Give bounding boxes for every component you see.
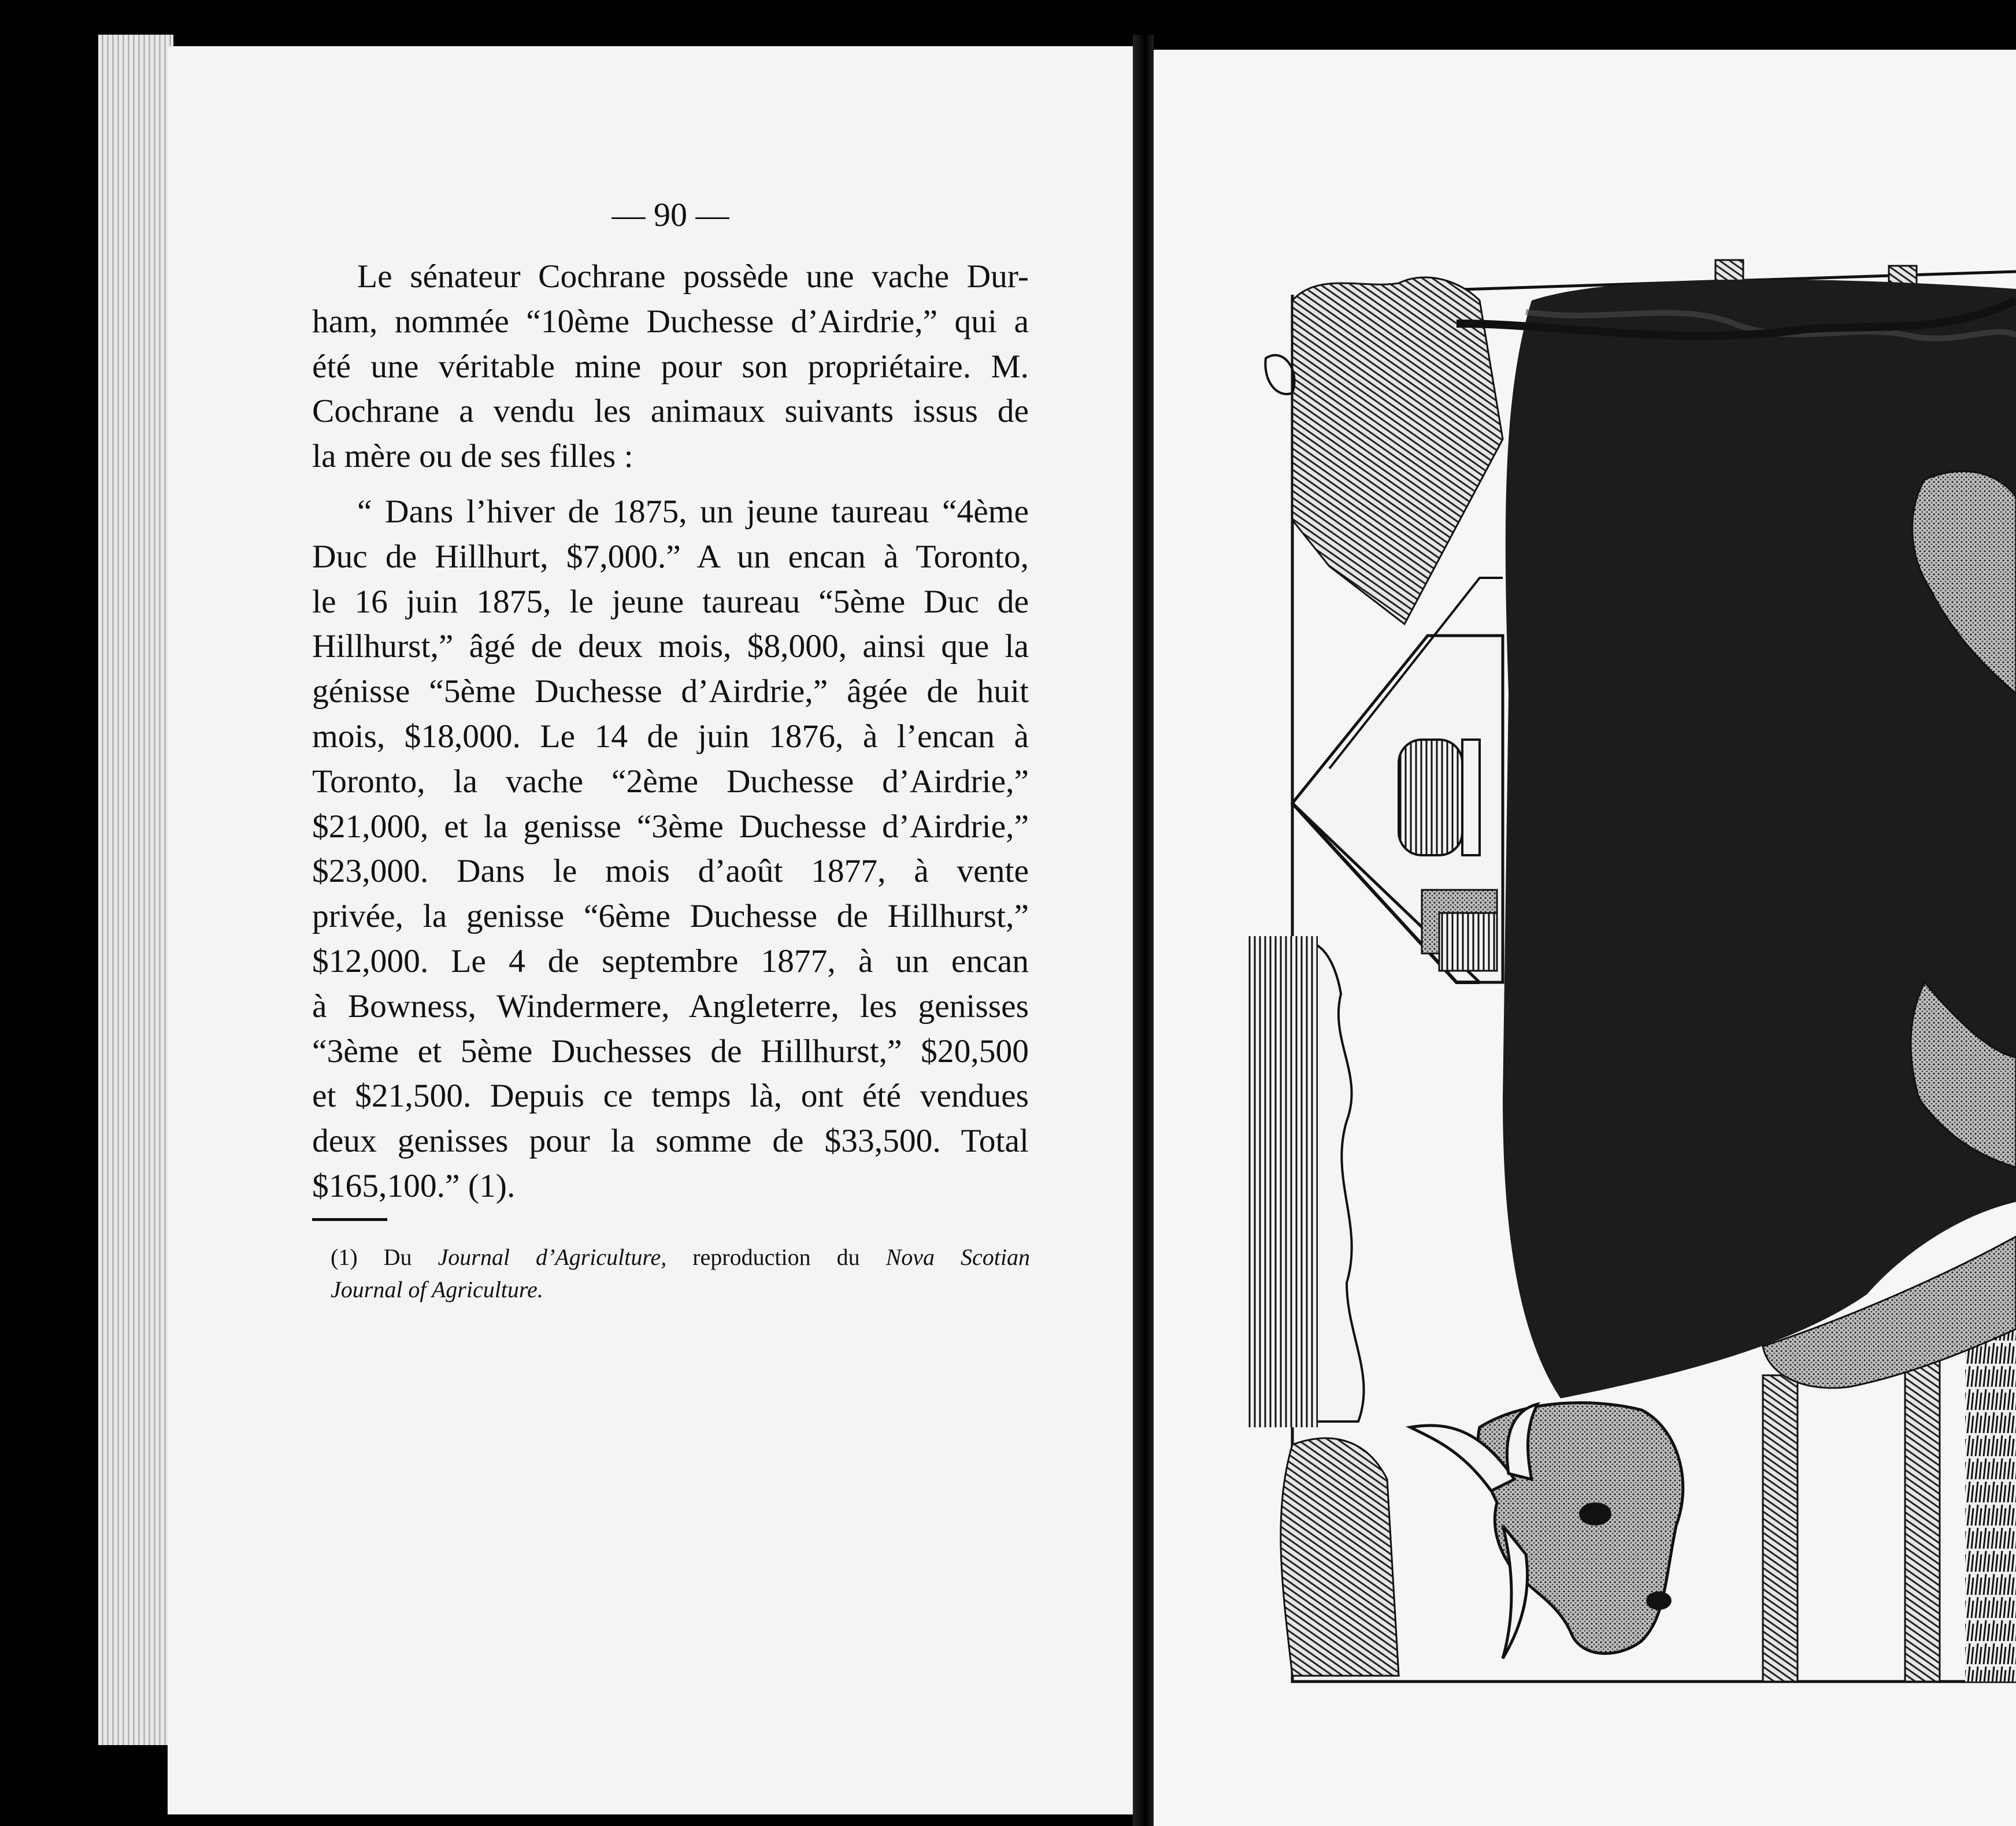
footnote-middle-text: reproduction du (692, 1244, 860, 1270)
text-line: Hillhurst,” âgé de deux mois, $8,000, ainsi que la (312, 628, 1029, 665)
text-line: ham, nommée “10ème Duchesse d’Airdrie,” qui a (312, 303, 1029, 340)
text-line: $21,000, et la genisse “3ème Duchesse d’Airdrie,” (312, 808, 1029, 845)
text-line: à Bowness, Windermere, Angleterre, les genisses (312, 988, 1029, 1025)
text-line: “3ème et 5ème Duchesses de Hillhurst,” $20,500 (312, 1033, 1029, 1070)
text-line: Cochrane a vendu les animaux suivants issus de (312, 393, 1029, 430)
footnote-marker: (1) Du (331, 1244, 412, 1270)
text-line: $23,000. Dans le mois d’août 1877, à vente (312, 853, 1029, 890)
text-line: Toronto, la vache “2ème Duchesse d’Airdrie,” (312, 763, 1029, 800)
page-number: — 90 — (612, 196, 729, 233)
text-line: génisse “5ème Duchesse d’Airdrie,” âgée de huit (312, 673, 1029, 710)
cow-illustration (1457, 280, 2016, 1398)
text-line: Duc de Hillhurt, $7,000.” A un encan à Toronto, (312, 538, 1029, 575)
text-line: le 16 juin 1875, le jeune taureau “5ème Duc de (312, 583, 1029, 620)
text-line: privée, la genisse “6ème Duchesse de Hillhurst,” (312, 898, 1029, 935)
text-line: été une véritable mine pour son propriétaire. M. (312, 348, 1029, 385)
text-line: la mère ou de ses filles : (312, 438, 633, 475)
text-line: $165,100.” (1). (312, 1167, 516, 1204)
text-line: deux genisses pour la somme de $33,500. Total (312, 1123, 1029, 1160)
footnote-source-journal-of-agriculture: Journal of Agriculture. (331, 1276, 543, 1302)
barn-illustration (1248, 578, 1503, 1427)
text-line: mois, $18,000. Le 14 de juin 1876, à l’encan à (312, 718, 1029, 755)
cow-head-illustration (1410, 1403, 1683, 1658)
text-line: et $21,500. Depuis ce temps là, ont été vendues (312, 1078, 1029, 1115)
text-line: “ Dans l’hiver de 1875, un jeune taureau “4ème (357, 493, 1029, 530)
text-line: $12,000. Le 4 de septembre 1877, à un encan (312, 942, 1029, 979)
footnote-source-nova-scotian: Nova Scotian (885, 1244, 1031, 1270)
text-line: Le sénateur Cochrane possède une vache Dur- (357, 258, 1029, 295)
footnote-source-journal: Journal d’Agriculture, (438, 1244, 667, 1270)
